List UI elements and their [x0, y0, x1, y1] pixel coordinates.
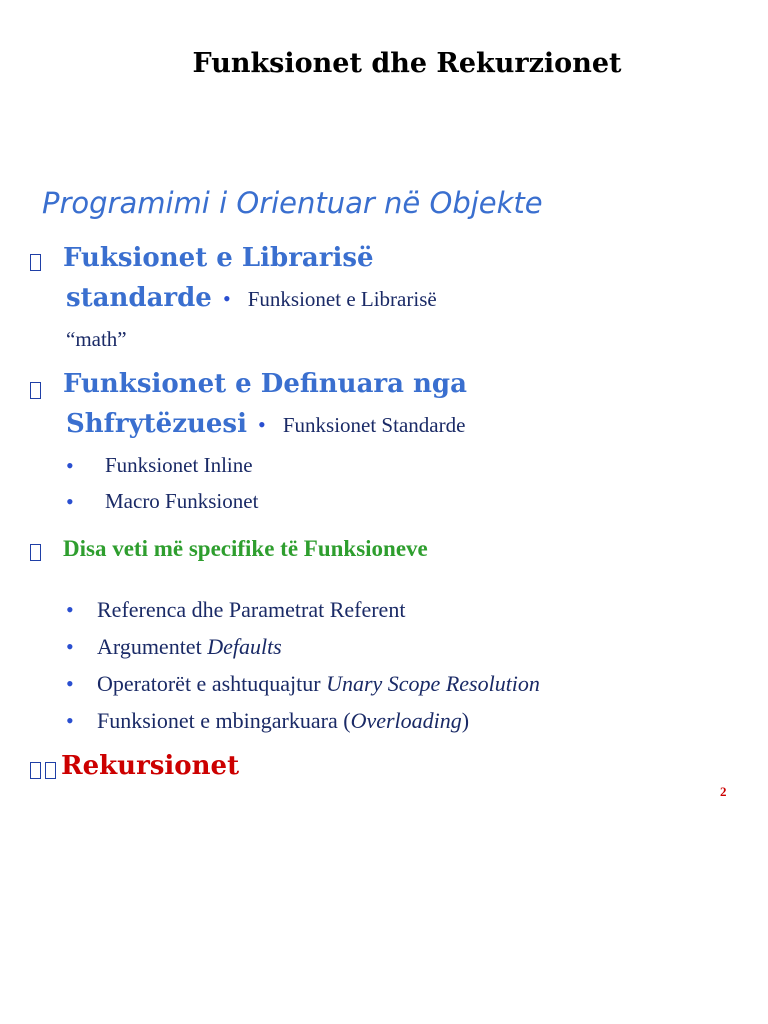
bullet-marker: • — [66, 453, 74, 478]
section-heading-line2-row — [66, 283, 437, 313]
section-heading-line1: Fuksionet e Librarisë — [63, 243, 374, 273]
missing-glyph-icon — [30, 762, 41, 779]
list-item — [66, 671, 540, 697]
missing-glyph-icon — [30, 382, 41, 399]
page-subtitle: Programimi i Orientuar në Objekte — [42, 186, 543, 220]
list-item — [66, 489, 259, 515]
list-item — [66, 708, 470, 734]
list-item: Funksionet e Librarisë — [247, 287, 437, 311]
list-item-emphasis: Unary Scope Resolution — [326, 671, 540, 696]
list-item-emphasis: Defaults — [207, 634, 282, 659]
page-title: Funksionet dhe Rekurzionet — [192, 48, 622, 79]
list-item — [66, 597, 406, 623]
list-item-label — [97, 708, 469, 734]
bullet-marker: • — [66, 597, 74, 622]
list-item: Funksionet Standarde — [282, 413, 466, 437]
page-number: 2 — [720, 784, 727, 799]
section-heading-line2-row — [66, 409, 465, 439]
list-item-continuation: “math” — [66, 327, 127, 351]
bullet-marker: • — [66, 671, 74, 696]
list-item-label: Macro Funksionet — [105, 489, 259, 513]
list-item-text: Funksionet e mbingarkuara ( — [97, 708, 351, 733]
list-item-label — [97, 634, 282, 660]
bullet-marker: • — [66, 708, 74, 733]
list-item-emphasis: Overloading — [350, 708, 462, 733]
bullet-marker: • — [258, 412, 266, 437]
missing-glyph-icon — [45, 762, 56, 779]
list-item — [66, 634, 282, 660]
section-heading-line2: Shfrytëzuesi — [66, 409, 247, 439]
list-item — [66, 453, 253, 479]
section-heading-line2: standarde — [66, 283, 212, 313]
bullet-marker: • — [222, 286, 231, 311]
list-item-text: Argumentet — [97, 634, 208, 659]
bullet-marker: • — [66, 634, 74, 659]
list-item-text-close: ) — [461, 708, 470, 733]
list-item-text: Operatorët e ashtuquajtur — [97, 671, 327, 696]
missing-glyph-icon — [30, 254, 41, 271]
bullet-marker: • — [66, 489, 74, 514]
missing-glyph-icon — [30, 544, 41, 561]
section-heading-line1: Funksionet e Definuara nga — [63, 369, 467, 399]
list-item-label — [97, 671, 540, 697]
section-heading: Disa veti më specifike të Funksioneve — [63, 536, 428, 561]
section-heading: Rekursionet — [61, 751, 240, 781]
list-item-label: Referenca dhe Parametrat Referent — [97, 597, 406, 622]
list-item-label: Funksionet Inline — [105, 453, 253, 477]
